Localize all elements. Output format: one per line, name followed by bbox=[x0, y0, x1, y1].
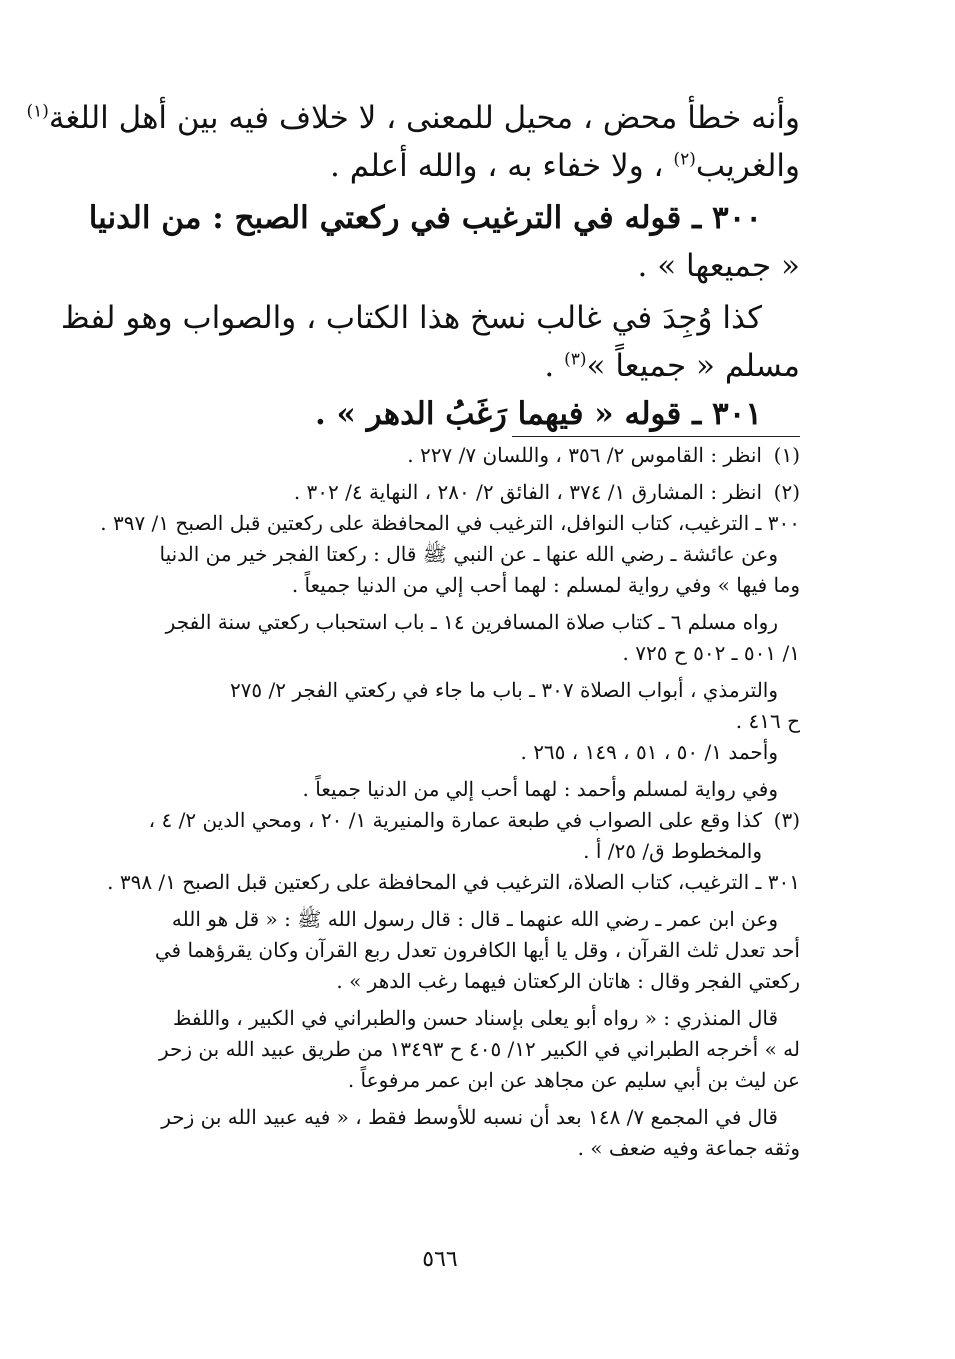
footnote-3 bbox=[90, 805, 800, 867]
footnote-line: كذا وقع على الصواب في طبعة عمارة والمنيرية ١/ ٢٠ ، ومحي الدين ٢/ ٤ ، bbox=[148, 808, 762, 832]
note-line: وعن ابن عمر ـ رضي الله عنهما ـ قال : قال رسول الله ﷺ : « قل هو الله bbox=[171, 907, 778, 931]
note-line: والترمذي ، أبواب الصلاة ٣٠٧ ـ باب ما جاء في ركعتي الفجر ٢/ ٢٧٥ bbox=[229, 678, 778, 702]
main-line bbox=[90, 142, 800, 190]
footnote-mark: (٢) bbox=[773, 480, 800, 504]
footnote-separator bbox=[512, 436, 800, 437]
main-line-text: وأنه خطأ محض ، محيل للمعنى ، لا خلاف فيه بين أهل اللغة bbox=[48, 100, 800, 136]
main-line-text: ، ولا خفاء به ، والله أعلم . bbox=[330, 148, 674, 184]
note-line: وأحمد ١/ ٥٠ ، ٥١ ، ١٤٩ ، ٢٦٥ . bbox=[520, 740, 778, 764]
note-block-301 bbox=[90, 867, 800, 1164]
note-heading: ٣٠١ ـ الترغيب، كتاب الصلاة، الترغيب في المحافظة على ركعتين قبل الصبح ١/ ٣٩٨ . bbox=[107, 870, 800, 894]
entry-heading-301: ٣٠١ ـ قوله « فيهما رَغَبُ الدهر » . bbox=[314, 396, 762, 432]
main-line-text: والغريب bbox=[695, 148, 800, 184]
main-line: « جميعها » . bbox=[637, 248, 800, 284]
footnote-mark: (٣) bbox=[773, 808, 800, 832]
main-line-text: . bbox=[544, 348, 565, 384]
footnotes bbox=[90, 440, 800, 1164]
footnote-2 bbox=[90, 477, 800, 508]
note-line: وثقه جماعة وفيه ضعف » . bbox=[577, 1136, 800, 1160]
note-line: قال المنذري : « رواه أبو يعلى بإسناد حسن والطبراني في الكبير ، واللفظ bbox=[172, 1006, 778, 1030]
note-heading: ٣٠٠ ـ الترغيب، كتاب النوافل، الترغيب في المحافظة على ركعتين قبل الصبح ١/ ٣٩٧ . bbox=[100, 511, 800, 535]
footnote-ref-1[interactable]: (١) bbox=[26, 101, 49, 122]
footnote-line: والمخطوط ق/ ٢٥/ أ . bbox=[583, 839, 762, 863]
footnote-line: انظر : المشارق ١/ ٣٧٤ ، الفائق ٢/ ٢٨٠ ، النهاية ٤/ ٣٠٢ . bbox=[293, 480, 762, 504]
main-text bbox=[26, 94, 800, 438]
note-line: قال في المجمع ٧/ ١٤٨ بعد أن نسبه للأوسط فقط ، « فيه عبيد الله بن زحر bbox=[161, 1105, 778, 1129]
note-block-300 bbox=[90, 508, 800, 805]
footnote-1 bbox=[90, 440, 800, 471]
note-line: له » أخرجه الطبراني في الكبير ١٢/ ٤٠٥ ح ١٣٤٩٣ من طريق عبيد الله بن زحر bbox=[159, 1037, 800, 1061]
entry-heading-300: ٣٠٠ ـ قوله في الترغيب في ركعتي الصبح : من الدنيا bbox=[88, 200, 762, 236]
note-line: رواه مسلم ٦ ـ كتاب صلاة المسافرين ١٤ ـ باب استحباب ركعتي سنة الفجر bbox=[165, 610, 778, 634]
note-line: ١/ ٥٠١ ـ ٥٠٢ ح ٧٢٥ . bbox=[622, 641, 800, 665]
footnote-ref-2[interactable]: (٢) bbox=[673, 149, 696, 170]
note-line: وعن عائشة ـ رضي الله عنها ـ عن النبي ﷺ قال : ركعتا الفجر خير من الدنيا bbox=[159, 542, 778, 566]
footnote-mark: (١) bbox=[773, 443, 800, 467]
note-line: عن ليث بن أبي سليم عن مجاهد عن ابن عمر مرفوعاً . bbox=[347, 1068, 800, 1092]
note-line: وفي رواية لمسلم وأحمد : لهما أحب إلي من الدنيا جميعاً . bbox=[302, 777, 778, 801]
main-line bbox=[90, 342, 800, 390]
main-line-text: مسلم « جميعاً » bbox=[586, 348, 800, 384]
note-line: وما فيها » وفي رواية لمسلم : لهما أحب إلي من الدنيا جميعاً . bbox=[291, 573, 800, 597]
main-line: كذا وُجِدَ في غالب نسخ هذا الكتاب ، والصواب وهو لفظ bbox=[60, 300, 762, 336]
footnote-line: انظر : القاموس ٢/ ٣٥٦ ، واللسان ٧/ ٢٢٧ . bbox=[407, 443, 762, 467]
note-line: ح ٤١٦ . bbox=[735, 709, 800, 733]
page-number: ٥٦٦ bbox=[422, 1247, 458, 1272]
note-line: ركعتي الفجر وقال : هاتان الركعتان فيهما رغب الدهر » . bbox=[336, 969, 800, 993]
footnote-ref-3[interactable]: (٣) bbox=[564, 349, 587, 370]
note-line: أحد تعدل ثلث القرآن ، وقل يا أيها الكافرون تعدل ربع القرآن وكان يقرؤهما في bbox=[154, 938, 800, 962]
main-line bbox=[26, 94, 800, 142]
